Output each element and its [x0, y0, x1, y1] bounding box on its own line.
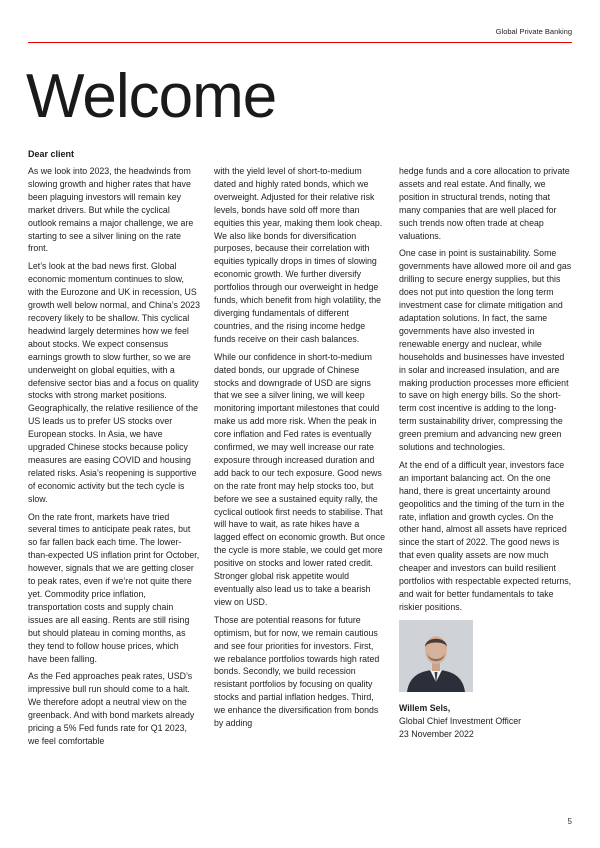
text-column-3 — [399, 165, 573, 741]
paragraph: As we look into 2023, the headwinds from slowing growth and higher rates that have been plaguing investors will remain key market drivers. But while the cyclical outlook remains a major challenge, we are starting to see a silver lining on the rate front. — [28, 166, 194, 254]
text-column-1 — [28, 165, 200, 753]
paragraph: Those are potential reasons for future optimism, but for now, we remain cautious and see four priorities for investors. First, we rebalance portfolios towards high rated bonds. Secondly, we build recession resistant portfolios by focusing on quality stocks and partial inflation hedges. Third, we enhance the diversification from bonds by adding — [214, 614, 380, 729]
greeting: Dear client — [28, 149, 75, 159]
paragraph: with the yield level of short-to-medium dated and highly rated bonds, which we overweight. Adjusted for their relative risk levels, bonds have sold off more than equities this year, making them look cheap. We also like bonds for diversification purposes, because their correlation with equities typically drops in times of slowing economic growth. We further diversify portfolios through our overweight in hedge funds, which benefit from high volatility, the diverging fundamentals of different countries, and the rising income hedge funds receive on their cash balances. — [214, 166, 383, 344]
header-divider — [28, 42, 572, 43]
paragraph: Let’s look at the bad news first. Global economic momentum continues to slow, with the Eurozone and UK in recession, US growth well below normal, and China’s 2023 recovery likely to be shallow. This cyclical headwind largely determines how we feel about stocks. We expect consensus earnings growth to slow further, so we are underweight on global equities, with a defensive sector bias and a focus on quality stocks with strong market positions. Geographically, the relative resilience of the US leads us to prefer US stocks over European stocks. In Asia, we have upgraded Chinese stocks because policy measures are easing COVID and housing related risks. Asia’s reopening is supportive of economic activity but the tech cycle is slow. — [28, 261, 200, 504]
paragraph: While our confidence in short-to-medium dated bonds, our upgrade of Chinese stocks and downgrade of USD are signs that we see a silver lining, we will keep monitoring important milestones that could make us add more risk. When the peak in core inflation and Fed rates is eventually confirmed, we may well increase our rate exposure through increased duration and add back to our tech exposure. Good news on the rate front may help stocks too, but before we see a sustained equity rally, the cyclical outlook first needs to stabilise. That will have to wait, as rate hikes have a lagged effect on economic growth. But once the cycle is more stable, we could get more positive on stocks and lower rated credit. Stronger global risk appetite would eventually also lead us to take a bearish view on USD. — [214, 351, 385, 607]
paragraph: On the rate front, markets have tried several times to anticipate peak rates, but so far fallen back each time. The lower-than-expected US inflation print for October, however, signals that we are getting closer to peak rates, even if we’re not quite there yet. Commodity price inflation, transportation costs and supply chain issues are all easing. Rents are still rising but should plateau in coming months, as they tend to follow house prices, which have been falling. — [28, 511, 200, 664]
paragraph: At the end of a difficult year, investors face an important balancing act. On the one hand, there is great uncertainty around geopolitics and the timing of the turn in the rate, inflation and growth cycles. On the other hand, almost all assets have repriced since the start of 2022. The good news is that even quality assets are now much cheaper and investors can build resilient portfolios with respectable expected returns, and wait for better fundamentals to take riskier positions. — [399, 459, 572, 612]
person-icon — [399, 620, 473, 692]
paragraph: One case in point is sustainability. Some governments have allowed more oil and gas drilling to secure energy supplies, but this does not put into question the long term investment case for climate mitigation and adaptation solutions. In fact, the same governments have also invested in renewable energy and nuclear, while households and businesses have invested in solar and increased insulation, and are making production processes more efficient to save on high energy bills. So the short-term cost incentive is adding to the long-term sustainability driver, compressing the green premium and advancing new green solutions and technologies. — [399, 248, 572, 453]
paragraph: As the Fed approaches peak rates, USD’s impressive bull run should come to a halt. We therefore adopt a neutral view on the greenback. And with bond markets already pricing a 5% Fed funds rate for Q1 2023, we feel comfortable — [28, 671, 195, 746]
paragraph: hedge funds and a core allocation to private assets and real estate. And finally, we position in structural trends, noting that many companies that are well placed for such trends now often trade at cheap valuations. — [399, 166, 570, 241]
text-column-2 — [214, 165, 386, 735]
page-number: 5 — [567, 817, 572, 826]
author-role: Global Chief Investment Officer — [399, 715, 522, 726]
header-section-label: Global Private Banking — [495, 27, 572, 36]
author-name: Willem Sels, — [399, 702, 451, 713]
signature-date: 23 November 2022 — [399, 728, 474, 739]
author-portrait — [399, 620, 473, 692]
signature-block — [399, 702, 573, 741]
page-title: Welcome — [26, 62, 277, 131]
